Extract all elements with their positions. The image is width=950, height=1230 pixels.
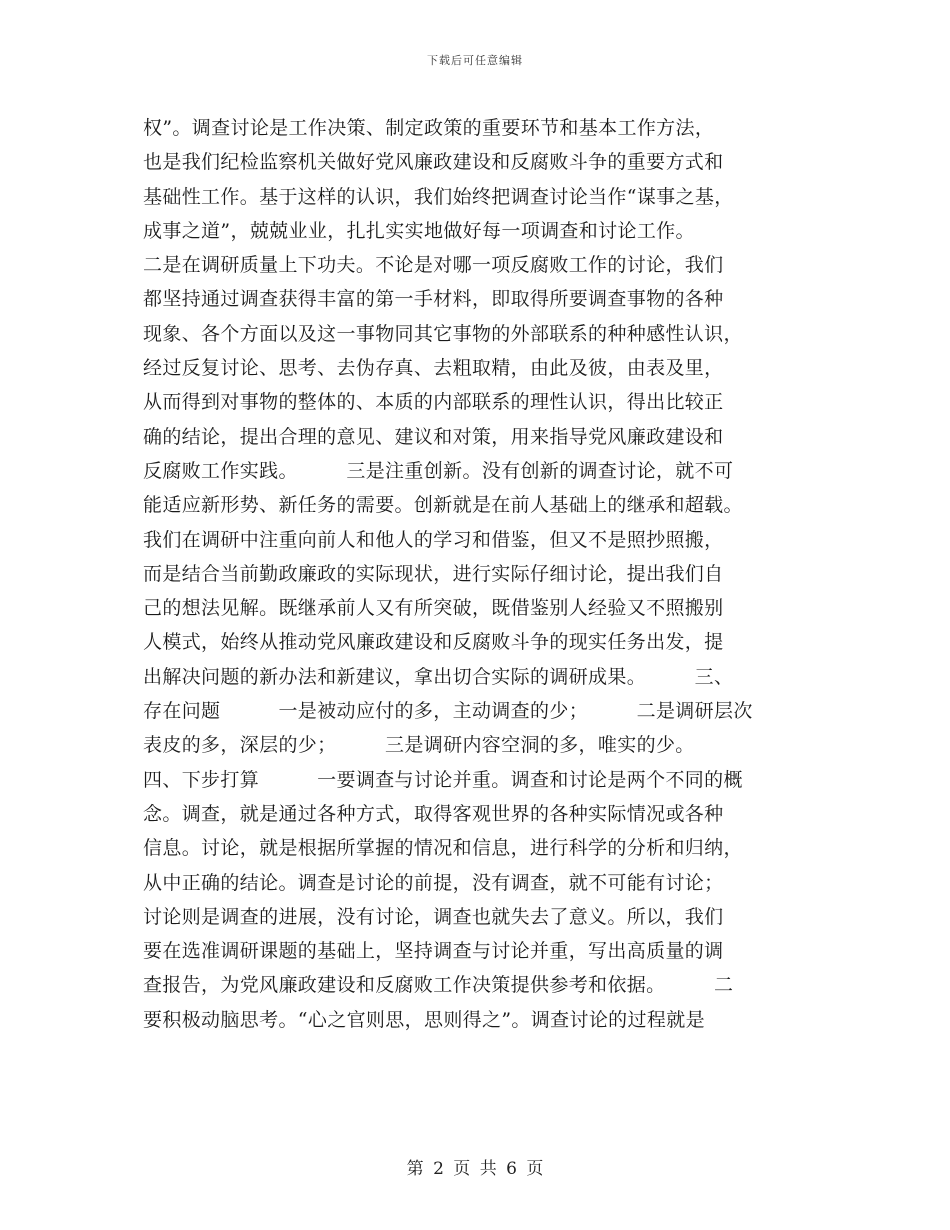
body-line: 念。调查，就是通过各种方式，取得客观世界的各种实际情况或各种 <box>143 802 724 825</box>
body-line: 表皮的多，深层的少； 三是调研内容空洞的多，唯实的少。 <box>143 734 695 757</box>
body-line: 讨论则是调查的进展，没有讨论，调查也就失去了意义。所以，我们 <box>143 905 724 928</box>
body-line: 出解决问题的新办法和新建议，拿出切合实际的调研成果。 三、 <box>143 665 734 688</box>
body-line: 从而得到对事物的整体的、本质的内部联系的理性认识，得出比较正 <box>143 391 724 414</box>
body-line: 从中正确的结论。调查是讨论的前提，没有调查，就不可能有讨论； <box>143 871 724 894</box>
body-line: 人模式，始终从推动党风廉政建设和反腐败斗争的现实任务出发，提 <box>143 631 724 654</box>
body-line: 四、下步打算 一要调查与讨论并重。调查和讨论是两个不同的概 <box>143 768 743 791</box>
body-line: 成事之道”，兢兢业业，扎扎实实地做好每一项调查和讨论工作。 <box>143 219 695 242</box>
body-line: 现象、各个方面以及这一事物同其它事物的外部联系的种种感性认识， <box>143 322 743 345</box>
body-line: 基础性工作。基于这样的认识，我们始终把调查讨论当作“谋事之基， <box>143 185 734 208</box>
body-line: 查报告，为党风廉政建设和反腐败工作决策提供参考和依据。 二 <box>143 974 734 997</box>
body-line: 权”。调查讨论是工作决策、制定政策的重要环节和基本工作方法， <box>143 117 715 139</box>
body-line: 都坚持通过调查获得丰富的第一手材料，即取得所要调查事物的各种 <box>143 288 724 311</box>
body-line: 确的结论，提出合理的意见、建议和对策，用来指导党风廉政建设和 <box>143 425 724 448</box>
body-line: 己的想法见解。既继承前人又有所突破，既借鉴别人经验又不照搬别 <box>143 597 724 620</box>
body-line: 要积极动脑思考。“心之官则思，思则得之”。调查讨论的过程就是 <box>143 1008 705 1031</box>
body-line: 要在选准调研课题的基础上，坚持调查与讨论并重，写出高质量的调 <box>143 940 724 963</box>
body-line: 反腐败工作实践。 三是注重创新。没有创新的调查讨论，就不可 <box>143 459 734 482</box>
body-line: 能适应新形势、新任务的需要。创新就是在前人基础上的继承和超载。 <box>143 494 743 517</box>
body-line: 我们在调研中注重向前人和他人的学习和借鉴，但又不是照抄照搬， <box>143 528 724 551</box>
body-line: 也是我们纪检监察机关做好党风廉政建设和反腐败斗争的重要方式和 <box>143 151 724 174</box>
body-line: 信息。讨论，就是根据所掌握的情况和信息，进行科学的分析和归纳， <box>143 837 743 860</box>
page-number-footer: 第 2 页 共 6 页 <box>406 1159 544 1179</box>
body-line: 二是在调研质量上下功夫。不论是对哪一项反腐败工作的讨论，我们 <box>143 254 724 277</box>
document-body <box>143 111 811 1037</box>
page-header: 下载后可任意编辑 <box>427 54 523 67</box>
body-line: 而是结合当前勤政廉政的实际现状，进行实际仔细讨论，提出我们自 <box>143 562 724 585</box>
body-line: 存在问题 一是被动应付的多，主动调查的少； 二是调研层次 <box>143 700 753 723</box>
body-line: 经过反复讨论、思考、去伪存真、去粗取精，由此及彼，由表及里， <box>143 357 724 380</box>
